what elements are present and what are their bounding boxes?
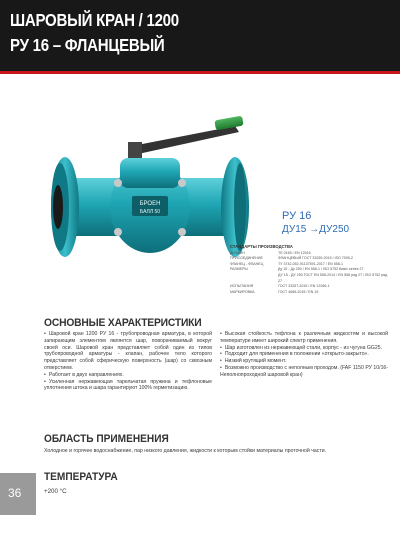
pressure-rating-block [282,210,349,236]
list-item: • Низкий крутящий момент. [220,358,388,365]
list-item: • Возможно производство с неполным проходом. (FAF 1150 РУ 10/16- Неполнопроходной шаровой кран) [220,365,388,379]
section-title-application: ОБЛАСТЬ ПРИМЕНЕНИЯ [44,433,169,445]
svg-text:БАЛЛ 50: БАЛЛ 50 [139,209,161,215]
list-item: • Шар изготовлен из нержавеющей стали, корпус - из чугуна GG25. [220,345,388,352]
standards-table [230,244,392,295]
page-header [0,0,400,74]
list-item: • Шаровой кран 1200 РУ 16 - трубопроводная арматура, в которой запирающим элементом является шар, поворачиваемый вокруг своей оси. Шаровой кран представляет собой один из типов трубопроводной арматуры - клапан, рабочее тело которого представляет собой сферическую поверхность (шар) со сквозным отверстием. [44,331,212,372]
pressure-pn: РУ 16 [282,210,312,222]
list-item: • Высокая стойкость тефлона к различным жидкостям и высокой температуре имеет широкий спектр применения. [220,331,388,345]
list-item: • Усиленная нержавеющая тарельчатая пружина и тефлоновые уплотнения штока и шара гарантируют 100% герметизацию. [44,379,212,393]
header-title-line1: ШАРОВЫЙ КРАН / 1200 [10,10,179,30]
list-item: • Работает в двух направлениях. [44,372,212,379]
standards-row: ИСПЫТАНИЯ ГОСТ 33257-2015 / EN 12266-1 [230,284,330,289]
list-item: • Подходит для применения в положении «открыто-закрыто». [220,351,388,358]
handle-lever [132,126,239,154]
section-title-characteristics: ОСНОВНЫЕ ХАРАКТЕРИСТИКИ [44,317,202,329]
page-number: 36 [8,486,22,500]
header-title-line2: РУ 16 – ФЛАНЦЕВЫЙ [10,35,165,55]
standards-row: ПРИСОЕДИНЕНИЕ ФЛАНЦЕВЫЙ ГОСТ 33259-2015 / ISO 7005-2 [230,256,353,261]
temperature-value: +200 °C [44,488,67,495]
application-text: Холодное и горячее водоснабжение, пар низкого давления, жидкости к которым стойки материалы проточной части. [44,448,327,454]
standards-row: ДИЗАЙН ТЕ 0165 / EN 12516 [230,250,311,255]
standards-row: ДУ 15 - ДУ 250 ГОСТ ЕN 558-2014 / EN 558 ряд 27 / ISO 5752 ряд 27 [278,272,388,283]
characteristics-left-column [44,331,212,392]
header-accent-bar [0,71,400,74]
standards-title: СТАНДАРТЫ ПРОИЗВОДСТВА [230,244,293,249]
standards-row: ФЛАНЕЦ - ФЛАНЕЦ ТУ 3742-052-91137591-2017 / EN 558-1 [230,261,343,266]
characteristics-columns [44,331,388,392]
page-number-box [0,473,36,515]
standards-row: МАРКИРОВКА ГОСТ 4666-2015 / EN 19 [230,289,319,294]
standards-row: РАЗМЕРЫ Ду 15 - Ду 250 / EN 558-1 / ISO 5752 Basic series 27 [230,267,364,272]
svg-text:БРОЕН: БРОЕН [139,201,161,207]
pressure-dn-range: ДУ15 →ДУ250 [282,224,350,235]
characteristics-right-column [220,331,388,392]
section-title-temperature: ТЕМПЕРАТУРА [44,471,118,483]
